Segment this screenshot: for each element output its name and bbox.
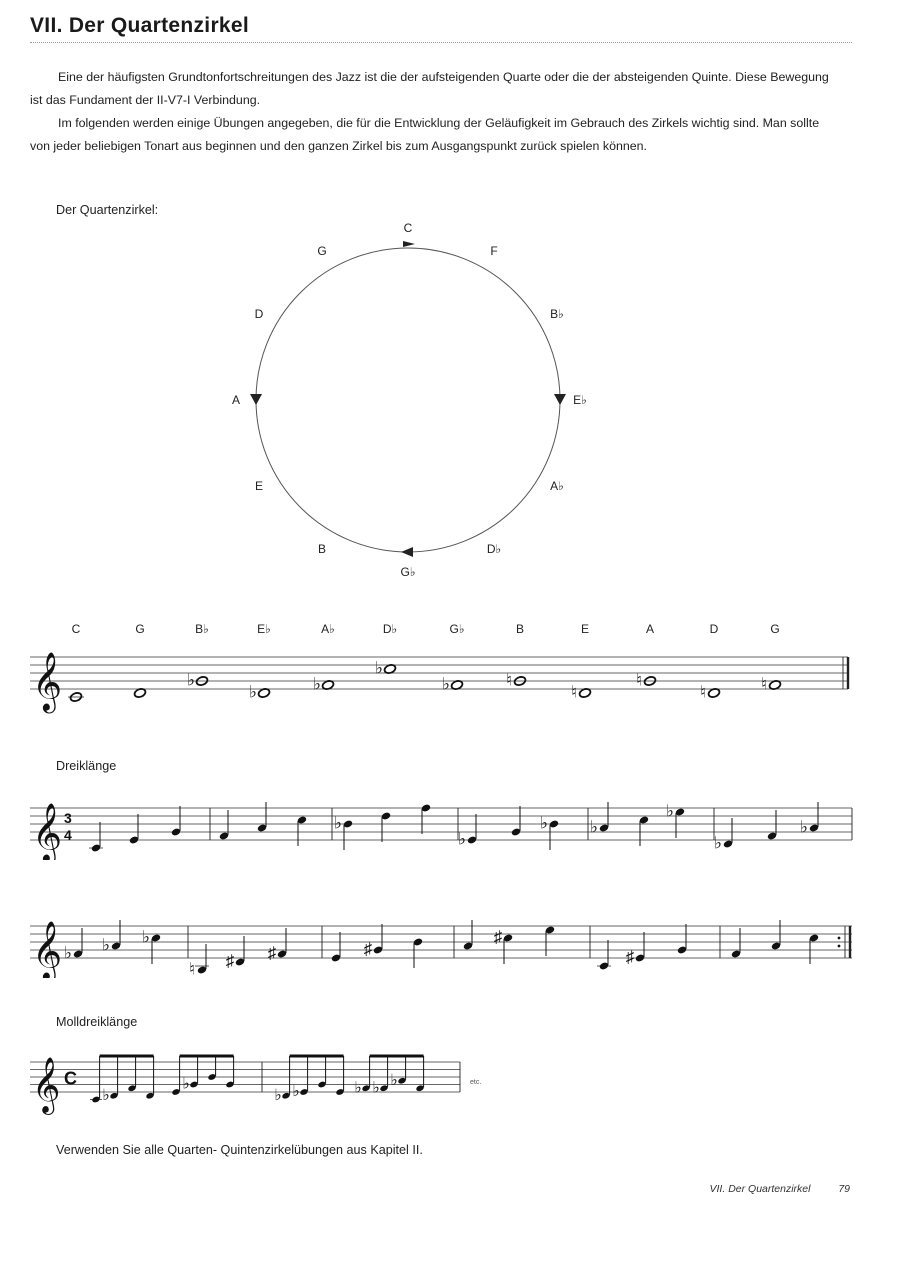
staff-note-label: D bbox=[709, 622, 719, 636]
staff-triads-2 bbox=[30, 908, 860, 978]
treble-clef-icon: 𝄞 bbox=[32, 652, 63, 710]
page-footer bbox=[650, 1183, 850, 1195]
page-title: VII. Der Quartenzirkel bbox=[30, 14, 250, 37]
staff-note-label: D♭ bbox=[382, 622, 398, 636]
treble-clef-icon: 𝄞 bbox=[32, 803, 63, 860]
sharp-icon: ♯ bbox=[225, 951, 235, 971]
circle-note-label: E♭ bbox=[573, 393, 587, 407]
flat-icon: ♭ bbox=[354, 1079, 362, 1097]
natural-icon: ♮ bbox=[571, 682, 577, 702]
flat-icon: ♭ bbox=[292, 1083, 300, 1101]
sharp-icon: ♯ bbox=[625, 947, 635, 967]
flat-icon: ♭ bbox=[540, 813, 548, 833]
staff-note-label: A♭ bbox=[321, 622, 335, 636]
arrow-icon bbox=[250, 394, 262, 405]
circle-of-fourths bbox=[200, 210, 630, 590]
heading-block bbox=[30, 14, 852, 38]
closing-text: Verwenden Sie alle Quarten- Quintenzirkelübungen aus Kapitel II. bbox=[56, 1143, 423, 1157]
flat-icon: ♭ bbox=[372, 1079, 380, 1097]
staff-note-label: B♭ bbox=[195, 622, 209, 636]
flat-icon: ♭ bbox=[458, 829, 466, 849]
flat-icon: ♭ bbox=[442, 674, 450, 694]
sharp-icon: ♯ bbox=[363, 939, 373, 959]
staff-note-label: G♭ bbox=[449, 622, 465, 636]
treble-clef-icon: 𝄞 bbox=[32, 1059, 61, 1112]
time-signature-bottom: 4 bbox=[64, 827, 72, 843]
staff-note-label: G bbox=[135, 622, 145, 636]
triads-caption: Dreiklänge bbox=[56, 759, 117, 773]
staff-roots bbox=[30, 615, 860, 715]
flat-icon: ♭ bbox=[590, 817, 598, 837]
flat-icon: ♭ bbox=[714, 833, 722, 853]
common-time-icon: C bbox=[64, 1068, 77, 1089]
flat-icon: ♭ bbox=[313, 674, 321, 694]
flat-icon: ♭ bbox=[187, 670, 195, 690]
circle-note-label: C bbox=[403, 221, 413, 235]
time-signature-top: 3 bbox=[64, 810, 72, 826]
flat-icon: ♭ bbox=[102, 935, 110, 955]
circle-note-label: E bbox=[254, 479, 264, 493]
paragraph-2: Im folgenden werden einige Übungen angegeben, die für die Entwicklung der Geläufigkeit im Gebrauch des Zirkels wichtig sind. Man sollte von jeder beliebigen Tonart aus beginnen und den ganzen Zirkel bis zum Ausgangspunkt zurück spielen können. bbox=[30, 116, 820, 153]
flat-icon: ♭ bbox=[390, 1071, 398, 1089]
staff-minor-triads bbox=[30, 1040, 510, 1115]
arrow-icon bbox=[554, 394, 566, 405]
staff-triads-1 bbox=[30, 790, 860, 860]
page-number: 79 bbox=[838, 1183, 850, 1195]
circle-note-label: B♭ bbox=[550, 307, 564, 321]
flat-icon: ♭ bbox=[142, 927, 150, 947]
circle-note-label: D♭ bbox=[486, 542, 502, 556]
intro-text bbox=[30, 66, 830, 158]
flat-icon: ♭ bbox=[274, 1086, 282, 1104]
flat-icon: ♭ bbox=[800, 817, 808, 837]
minor-triads-caption: Molldreiklänge bbox=[56, 1015, 138, 1029]
natural-icon: ♮ bbox=[506, 670, 512, 690]
circle-note-label: A♭ bbox=[550, 479, 564, 493]
flat-icon: ♭ bbox=[64, 943, 72, 963]
natural-icon: ♮ bbox=[761, 674, 767, 694]
circle-note-label: D bbox=[254, 307, 264, 321]
circle-note-label: G bbox=[317, 244, 327, 258]
staff-note-label: E bbox=[580, 622, 590, 636]
sharp-icon: ♯ bbox=[267, 943, 277, 963]
treble-clef-icon: 𝄞 bbox=[32, 921, 63, 978]
natural-icon: ♮ bbox=[189, 959, 195, 978]
circle-outline bbox=[256, 248, 560, 552]
flat-icon: ♭ bbox=[666, 801, 674, 821]
circle-note-label: F bbox=[490, 244, 498, 258]
repeat-dot bbox=[838, 937, 841, 940]
natural-icon: ♮ bbox=[636, 670, 642, 690]
paragraph-1: Eine der häufigsten Grundtonfortschreitungen des Jazz ist die der aufsteigenden Quarte oder die der absteigenden Quinte. Diese Bewegung ist das Fundament der II-V7-I Verbindung. bbox=[30, 70, 829, 107]
staff-note-label: C bbox=[71, 622, 81, 636]
etc-text: etc. bbox=[470, 1079, 482, 1086]
staff-note-label: B bbox=[515, 622, 525, 636]
flat-icon: ♭ bbox=[249, 682, 257, 702]
arrow-icon bbox=[401, 547, 413, 557]
flat-icon: ♭ bbox=[102, 1086, 110, 1104]
flat-icon: ♭ bbox=[375, 658, 383, 678]
circle-note-label: G♭ bbox=[400, 565, 416, 579]
repeat-dot bbox=[838, 945, 841, 948]
title-rule bbox=[30, 42, 852, 43]
natural-icon: ♮ bbox=[700, 682, 706, 702]
flat-icon: ♭ bbox=[182, 1075, 190, 1093]
staff-note-label: G bbox=[770, 622, 780, 636]
staff-note-label: A bbox=[645, 622, 655, 636]
flat-icon: ♭ bbox=[334, 813, 342, 833]
sharp-icon: ♯ bbox=[493, 927, 503, 947]
circle-caption: Der Quartenzirkel: bbox=[56, 203, 159, 217]
footer-chapter: VII. Der Quartenzirkel bbox=[709, 1183, 811, 1195]
circle-note-label: A bbox=[231, 393, 241, 407]
circle-note-label: B bbox=[317, 542, 327, 556]
arrow-icon bbox=[403, 241, 415, 247]
staff-note-label: E♭ bbox=[257, 622, 271, 636]
